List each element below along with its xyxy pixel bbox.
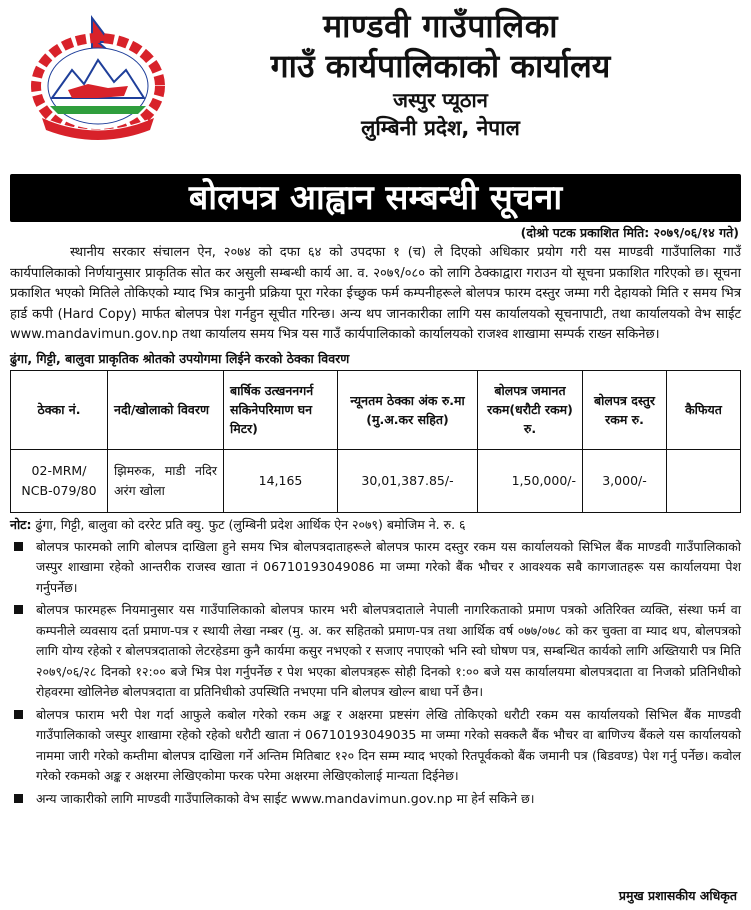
cell-contract-no: 02-MRM/ NCB-079/80: [11, 449, 108, 512]
intro-text: स्थानीय सरकार संचालन ऐन, २०७४ को दफा ६४ को उपदफा १ (च) ले दिएको अधिकार प्रयोग गरी यस माण्डवी गाउँपालिका गाउँ कार्यपालिकाको निर्णयानुसार प्राकृतिक सोत कर असुली सम्बन्धी कार्य आ. व. २०७९/०८० को लागि ठेक्काद्वारा गराउन यो सूचना प्रकाशित गरिएको छ। सूचना प्रकाशित भएको मितिले तोकिएको म्याद भित्र कानुनी प्रक्रिया पूरा गरेका ईच्छुक फर्म कम्पनीहरूले बोलपत्र फारम दस्तुर जम्मा गरी देहायको मिति र समय भित्र हार्ड कपी (Hard Copy) मार्फत बोलपत्र पेश गर्नहुन सूचीत गरिन्छ। अन्य थप जानकारीका लागि यस कार्यालयको सूचनापाटी, तथा कार्यालयको वेभ साईट www.mandavimun.gov.np तथा कार्यालय समय भित्र यस गाउँ कार्यपालिकाको कार्यालयको राजश्व शाखामा सम्पर्क राख्न सकिनेछ।: [10, 245, 741, 342]
publish-date: (दोश्रो पटक प्रकाशित मिति: २०७९/०६/१४ गते): [520, 225, 739, 240]
list-item: [10, 537, 741, 599]
cell-remarks: [667, 449, 741, 512]
list-item-text: बोलपत्र फारमहरू नियमानुसार यस गाउँपालिकाको बोलपत्र फारम भरी बोलपत्रदाताले नेपाली नागरिकताको प्रमाण पत्रको अतिरिक्त व्यक्ति, संस्था फर्म वा कम्पनीले व्यवसाय दर्ता प्रमाण-पत्र र स्थायी लेखा नम्बर (मु. अ. कर सहितको प्रमाण-पत्र तथा आर्थिक वर्ष ०७७/०७८ को कर चुक्ता वा म्याद थप, बोलपत्रको लागि योग्य रहेको र बोलपत्रदाताको लेटरहेडमा कुनै कार्यमा कसुर नभएको र सजाए नपाएको भनि स्वो घोषण पत्र, सम्बन्धित कार्यको लागि अख्तियारी पत्र मिति २०७९/०६/२८ दिनको १२:०० बजे भित्र पेश गर्नुपर्नेछ र पेश भएका बोलपत्रहरू सोही दिनको १:०० बजे यस कार्यालयमा बोलपत्रदाता वा निजको प्रतिनिधीको रोहवरमा खोलिनेछ बोलपत्रदाता वा प्रतिनिधीको उपस्थिति नभएमा पनि बोलपत्र खोल्न बाधा पर्ने छैन।: [36, 602, 741, 699]
header-remarks: कैफियत: [667, 370, 741, 449]
list-item: [10, 600, 741, 703]
office-address: जस्पुर प्यूठान: [393, 88, 488, 112]
province-line: लुम्बिनी प्रदेश, नेपाल: [361, 116, 520, 140]
nepal-emblem-icon: [28, 14, 168, 144]
contract-table: [10, 370, 741, 513]
bullet-square-icon: [14, 542, 23, 551]
cell-fee: 3,000/-: [583, 449, 667, 512]
cell-deposit: 1,50,000/-: [478, 449, 583, 512]
table-row: [11, 449, 741, 512]
notice-title: बोलपत्र आह्वान सम्बन्धी सूचना: [10, 174, 741, 222]
bullet-square-icon: [14, 794, 23, 803]
header: [10, 6, 741, 166]
note-label: नोट:: [10, 516, 32, 532]
header-deposit: बोलपत्र जमानत रकम(धरौटी रकम) रु.: [478, 370, 583, 449]
list-item-text: अन्य जाकारीको लागि माण्डवी गाउँपालिकाको वेभ साईट www.mandavimun.gov.np मा हेर्न सकिने छ।: [36, 790, 535, 806]
cell-min-amount: 30,01,387.85/-: [338, 449, 478, 512]
office-name: गाउँ कार्यपालिकाको कार्यालय: [270, 47, 611, 85]
list-item-text: बोलपत्र फाराम भरी पेश गर्दा आफुले कबोल गरेको रकम अङ्क र अक्षरमा प्रष्टसंग लेखि तोकिएको धरौटी रकम यस कार्यालयको सिभिल बैंक माण्डवी गाउँपालिकाको जस्पुर शाखामा रहेको रहेको धरौटी खाता नं 06710193049035 मा जम्मा गरेको सक्कलै बैंक भौचर वा बाणिज्य बैंकले यस कार्यालयको नाममा जारी गरेको कम्तीमा बोलपत्र दाखिला गर्ने अन्तिम मितिबाट १२० दिन सम्म म्याद भएको रितपूर्वकको बैंक जमानी पत्र (बिडवण्ड) पेश गर्नु पर्नेछ। कवोल गरेको रकमको अङ्क र अक्षरमा लेखिएकोमा फरक परेमा अक्षरमा लेखिएकोलाई मान्यता दिईनेछ।: [36, 706, 741, 783]
list-item: [10, 789, 741, 810]
cell-quantity: 14,165: [224, 449, 338, 512]
note-text: ढुंगा, गिट्टी, बालुवा को दररेट प्रति क्यु. फुट (लुम्बिनी प्रदेश आर्थिक ऐन २०७९) बमोजिम ने. रु. ६: [31, 516, 466, 532]
bullet-square-icon: [14, 605, 23, 614]
header-min-amount: न्यूनतम ठेक्का अंक रु.मा (मु.अ.कर सहित): [338, 370, 478, 449]
signature: प्रमुख प्रशासकीय अधिकृत: [618, 888, 737, 903]
table-title: ढुंगा, गिट्टी, बालुवा प्राकृतिक श्रोतको उपयोगमा लिईने करको ठेक्का विवरण: [10, 350, 350, 366]
cell-river: झिमरुक, माडी नदिर अरंग खोला: [108, 449, 224, 512]
table-header-row: [11, 370, 741, 449]
conditions-list: [10, 537, 741, 810]
header-fee: बोलपत्र दस्तुर रकम रु.: [583, 370, 667, 449]
header-contract-no: ठेक्का नं.: [11, 370, 108, 449]
bullet-square-icon: [14, 710, 23, 719]
header-quantity: बार्षिक उत्खननगर्न सकिनेपरिमाण घन मिटर): [224, 370, 338, 449]
list-item: [10, 705, 741, 787]
municipality-name: माण्डवी गाउँपालिका: [322, 7, 559, 45]
header-river: नदी/खोलाको विवरण: [108, 370, 224, 449]
list-item-text: बोलपत्र फारमको लागि बोलपत्र दाखिला हुने समय भित्र बोलपत्रदाताहरूले बोलपत्र फारम दस्तुर रकम यस कार्यालयको सिभिल बैंक माण्डवी गाउँपालिकाको जस्पुर शाखामा रहेको आन्तरीक राजस्व खाता नं 06710193049086 मा जम्मा गरेको बैंक भौचर र आवश्यक सबै कागजातहरू यस कार्यालयमा पेश गर्नुपर्नेछ।: [36, 538, 741, 595]
note: [10, 515, 741, 535]
intro-paragraph: [10, 243, 741, 346]
